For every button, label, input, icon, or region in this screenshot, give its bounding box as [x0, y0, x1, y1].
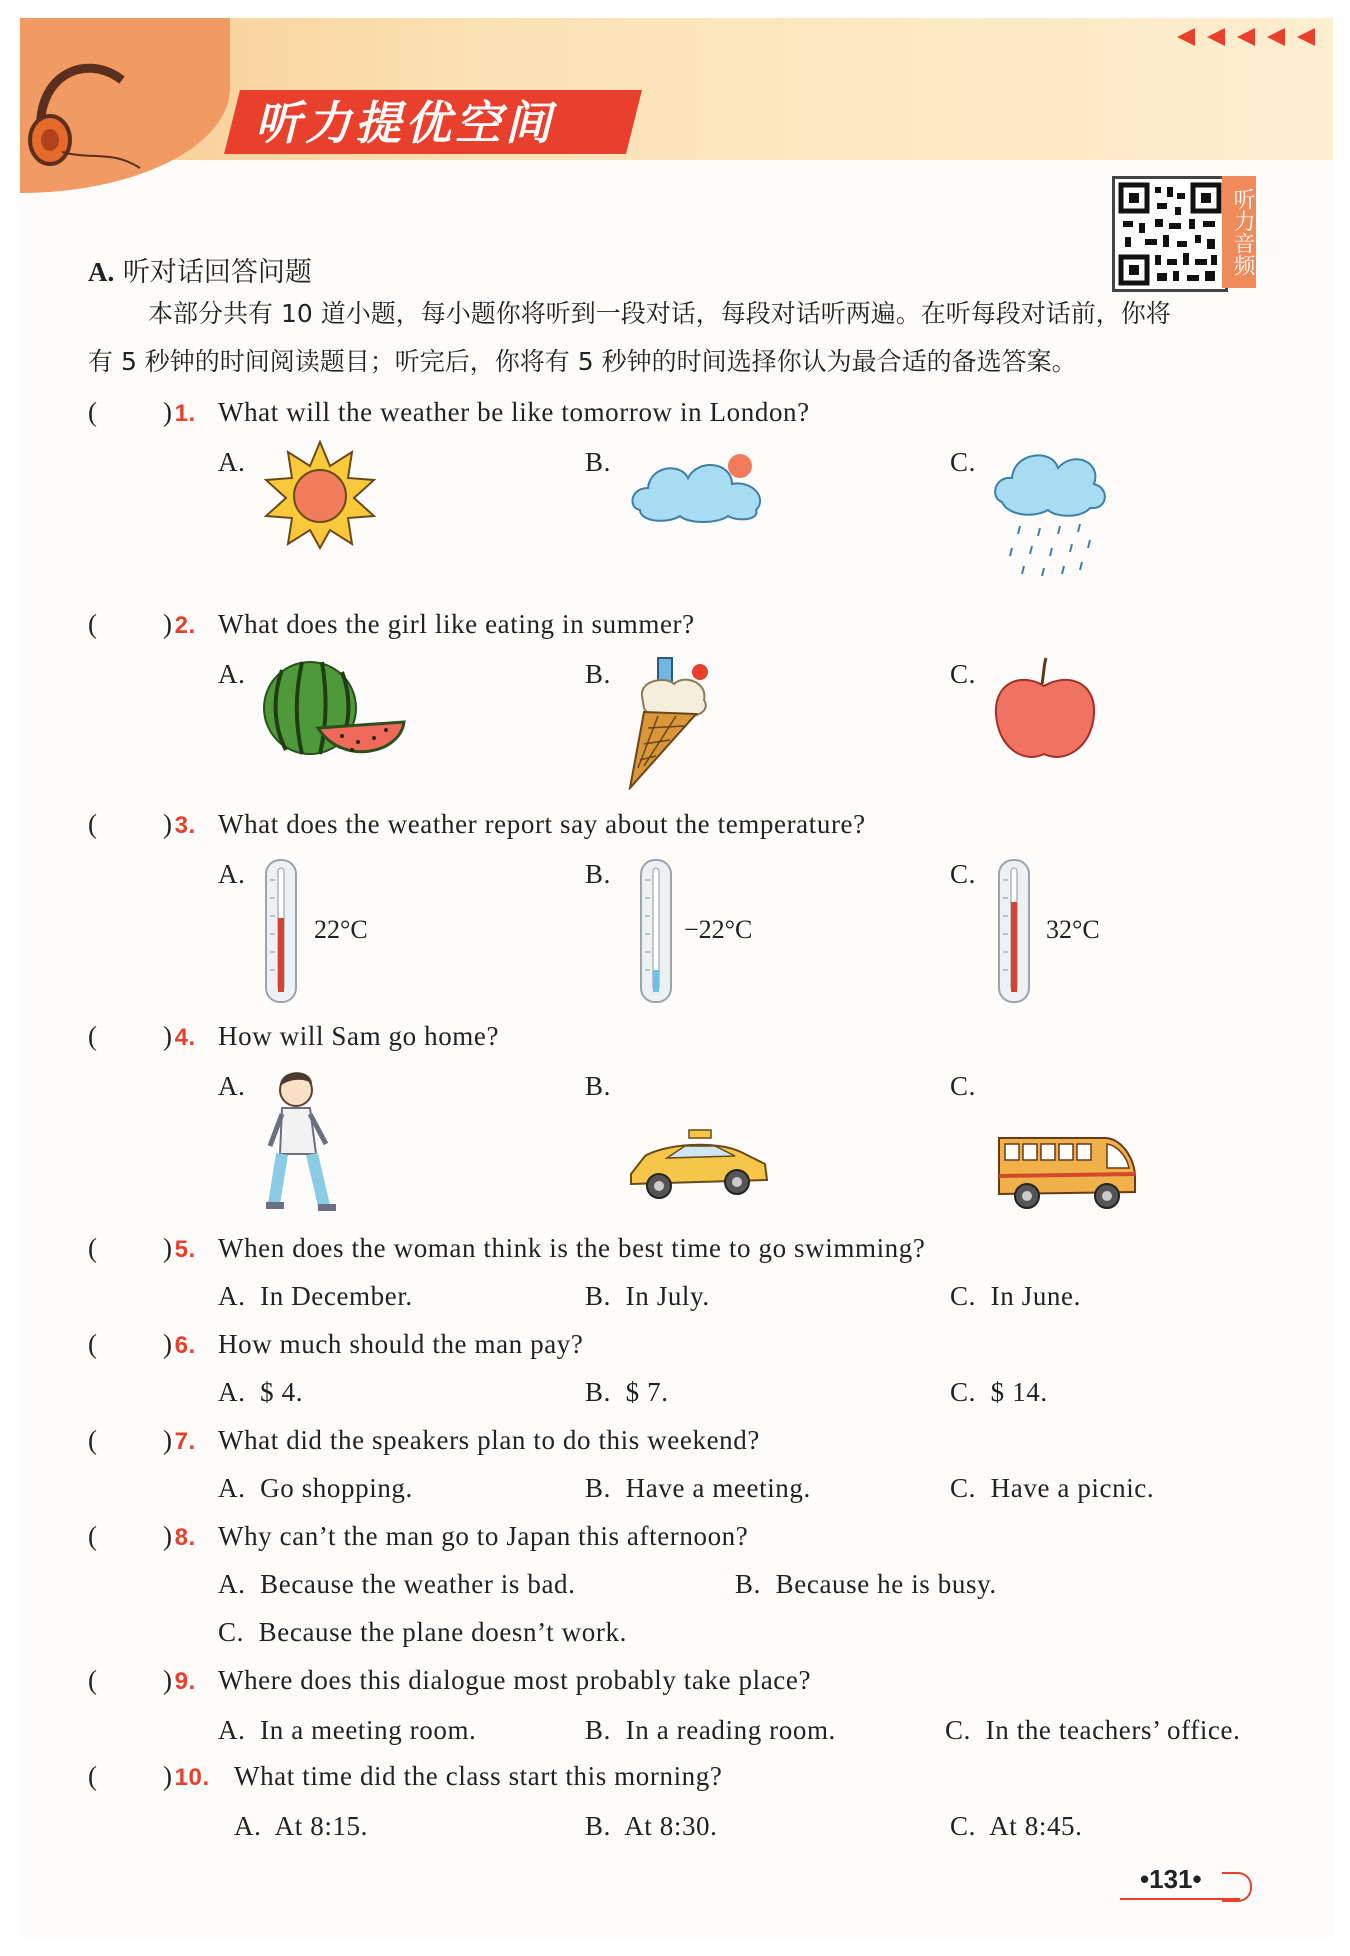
instruction-line-2: 有 5 秒钟的时间阅读题目；听完后，你将有 5 秒钟的时间选择你认为最合适的备选答案。: [88, 347, 1077, 376]
option-c[interactable]: [950, 1372, 1048, 1412]
option-text: Because the plane doesn’t work.: [258, 1617, 627, 1647]
option-label[interactable]: A.: [218, 1071, 246, 1101]
rain-cloud-icon: [990, 440, 1110, 590]
answer-blank[interactable]: (: [88, 1761, 98, 1791]
instruction-line-1: 本部分共有 10 道小题，每小题你将听到一段对话，每段对话听两遍。在听每段对话前，你将: [148, 299, 1171, 328]
option-label: B.: [585, 1377, 611, 1407]
option-b[interactable]: [585, 1468, 811, 1508]
question-text: How will Sam go home?: [218, 1021, 500, 1051]
option-c[interactable]: [945, 1710, 1240, 1750]
option-label: B.: [585, 1715, 611, 1745]
option-label: C.: [218, 1617, 244, 1647]
page-number-hook-decoration: [1222, 1872, 1252, 1902]
option-text: At 8:15.: [274, 1811, 368, 1841]
question-text: What does the girl like eating in summer?: [218, 609, 695, 639]
option-c[interactable]: [218, 1612, 627, 1652]
qr-audio-label: 听力音频: [1222, 176, 1256, 288]
option-b[interactable]: [585, 1276, 710, 1316]
option-b[interactable]: [735, 1564, 997, 1604]
option-text: Have a picnic.: [990, 1473, 1155, 1503]
option-label[interactable]: A.: [218, 859, 246, 889]
option-label: B.: [585, 1811, 611, 1841]
question-text: What time did the class start this morning?: [234, 1761, 723, 1791]
question-text: What did the speakers plan to do this weekend?: [218, 1425, 760, 1455]
option-label[interactable]: B.: [585, 859, 611, 889]
option-label: B.: [585, 1473, 611, 1503]
bus-icon: [995, 1128, 1137, 1214]
headphone-icon: [22, 40, 142, 170]
option-text: $ 7.: [625, 1377, 669, 1407]
option-label: B.: [735, 1569, 761, 1599]
temperature-value: 32°C: [1046, 915, 1100, 944]
option-a[interactable]: [218, 1468, 413, 1508]
option-label: C.: [950, 1473, 976, 1503]
option-label[interactable]: A.: [218, 447, 246, 477]
answer-blank[interactable]: (: [88, 1329, 98, 1359]
thermometer-icon: [637, 858, 675, 1004]
answer-blank[interactable]: (: [88, 809, 98, 839]
question-number: ) 7.: [163, 1420, 196, 1462]
question-number: ) 6.: [163, 1324, 196, 1366]
question-number: ) 5.: [163, 1228, 196, 1270]
option-a[interactable]: [234, 1806, 368, 1846]
option-label: A.: [218, 1377, 246, 1407]
apple-icon: [992, 656, 1098, 766]
option-label: C.: [950, 1811, 976, 1841]
option-label: B.: [585, 1281, 611, 1311]
option-label: A.: [218, 1473, 246, 1503]
question-text: How much should the man pay?: [218, 1329, 584, 1359]
option-label[interactable]: C.: [950, 447, 976, 477]
option-c[interactable]: [950, 1276, 1081, 1316]
option-text: In July.: [625, 1281, 710, 1311]
question-text: Why can’t the man go to Japan this afternoon?: [218, 1521, 749, 1551]
section-title: [88, 250, 312, 289]
option-label: A.: [218, 1281, 246, 1311]
option-text: In June.: [990, 1281, 1081, 1311]
question-text: What does the weather report say about the temperature?: [218, 809, 866, 839]
option-text: Go shopping.: [260, 1473, 413, 1503]
option-label[interactable]: C.: [950, 659, 976, 689]
thermometer-icon: [262, 858, 300, 1004]
thermometer-icon: [995, 858, 1033, 1004]
ice-cream-icon: [622, 656, 717, 790]
option-label: A.: [234, 1811, 262, 1841]
option-text: Have a meeting.: [625, 1473, 811, 1503]
option-label: C.: [950, 1377, 976, 1407]
temperature-value: 22°C: [314, 915, 368, 944]
option-c[interactable]: [950, 1468, 1154, 1508]
option-label[interactable]: B.: [585, 1071, 611, 1101]
option-a[interactable]: [218, 1710, 476, 1750]
question-number: ) 10.: [163, 1756, 210, 1798]
watermelon-icon: [262, 658, 407, 766]
page-number: •131•: [1140, 1864, 1202, 1894]
answer-blank[interactable]: (: [88, 609, 98, 639]
sun-icon: [262, 440, 378, 550]
question-number: ) 8.: [163, 1516, 196, 1558]
option-text: $ 14.: [990, 1377, 1048, 1407]
page-title: 听力提优空间: [255, 96, 555, 150]
option-label: A.: [218, 1569, 246, 1599]
option-a[interactable]: [218, 1372, 303, 1412]
option-b[interactable]: [585, 1710, 836, 1750]
option-label[interactable]: A.: [218, 659, 246, 689]
option-text: At 8:45.: [989, 1811, 1083, 1841]
option-text: At 8:30.: [624, 1811, 718, 1841]
answer-blank[interactable]: (: [88, 1021, 98, 1051]
cloudy-icon: [628, 448, 773, 526]
question-text: What will the weather be like tomorrow in London?: [218, 397, 810, 427]
question-number: ) 3.: [163, 804, 196, 846]
walking-boy-icon: [262, 1068, 340, 1216]
option-label[interactable]: C.: [950, 1071, 976, 1101]
section-title-text: 听对话回答问题: [122, 257, 312, 288]
question-text: Where does this dialogue most probably take place?: [218, 1665, 812, 1695]
section-prefix: A.: [88, 257, 115, 287]
option-label[interactable]: B.: [585, 447, 611, 477]
question-number: ) 2.: [163, 604, 196, 646]
answer-blank[interactable]: (: [88, 1233, 98, 1263]
option-a[interactable]: [218, 1564, 575, 1604]
question-number: ) 9.: [163, 1660, 196, 1702]
option-label[interactable]: B.: [585, 659, 611, 689]
option-b[interactable]: [585, 1806, 718, 1846]
option-b[interactable]: [585, 1372, 669, 1412]
option-text: In a meeting room.: [260, 1715, 477, 1745]
option-text: In the teachers’ office.: [985, 1715, 1241, 1745]
answer-blank[interactable]: (: [88, 1521, 98, 1551]
option-text: Because the weather is bad.: [260, 1569, 576, 1599]
answer-blank[interactable]: (: [88, 397, 98, 427]
option-a[interactable]: [218, 1276, 413, 1316]
question-text: When does the woman think is the best time to go swimming?: [218, 1233, 926, 1263]
option-label: C.: [945, 1715, 971, 1745]
question-number: ) 4.: [163, 1016, 196, 1058]
arrows-decoration-icon: [1175, 26, 1325, 48]
option-label: A.: [218, 1715, 246, 1745]
taxi-icon: [625, 1128, 773, 1206]
qr-code-icon[interactable]: [1112, 176, 1228, 292]
answer-blank[interactable]: (: [88, 1425, 98, 1455]
temperature-value: −22°C: [684, 915, 753, 944]
option-text: In December.: [260, 1281, 413, 1311]
option-label[interactable]: C.: [950, 859, 976, 889]
answer-blank[interactable]: (: [88, 1665, 98, 1695]
option-text: In a reading room.: [625, 1715, 836, 1745]
option-text: Because he is busy.: [775, 1569, 997, 1599]
option-label: C.: [950, 1281, 976, 1311]
option-c[interactable]: [950, 1806, 1083, 1846]
question-number: ) 1.: [163, 392, 196, 434]
option-text: $ 4.: [260, 1377, 304, 1407]
